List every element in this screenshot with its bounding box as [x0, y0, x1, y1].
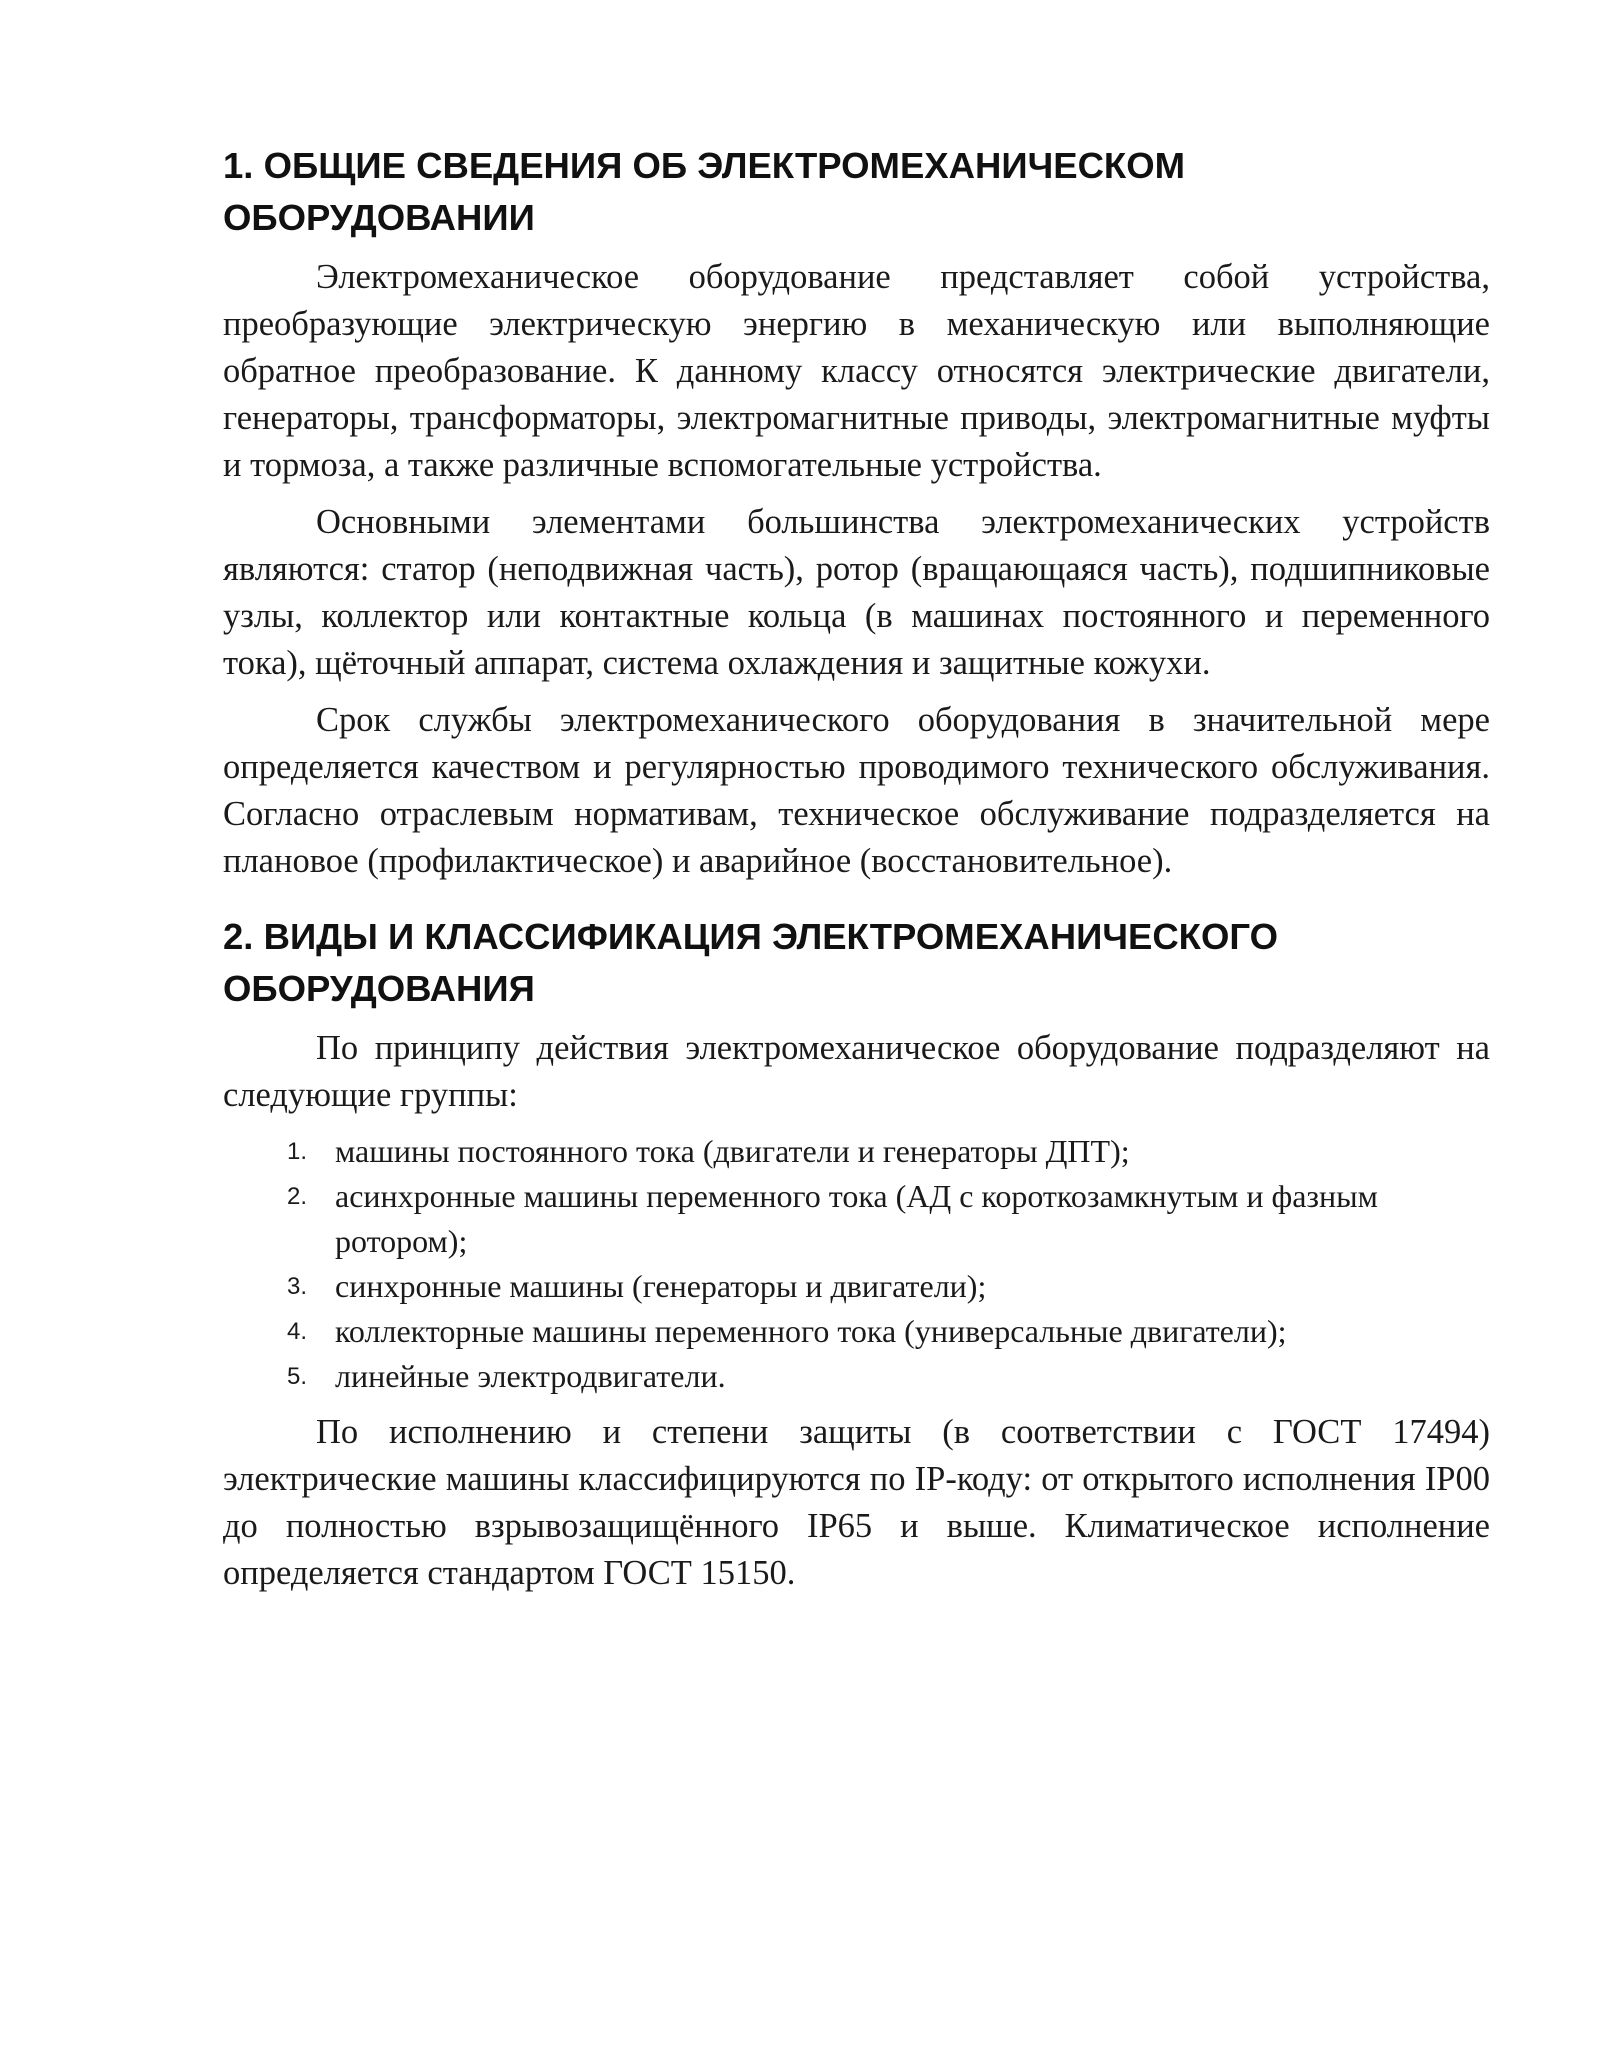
list-item-number: 1. [287, 1138, 308, 1165]
section-2-heading: 2. ВИДЫ И КЛАССИФИКАЦИЯ ЭЛЕКТРОМЕХАНИЧЕСКОГО ОБОРУДОВАНИЯ [223, 916, 1278, 1009]
list-item [223, 1309, 1490, 1354]
section-1-paragraph-2: Основными элементами большинства электромеханических устройств являются: статор (неподвижная часть), ротор (вращающаяся часть), подшипниковые узлы, коллектор или контактные кольца (в машинах постоянного и переменного тока), щёточный аппарат, система охлаждения и защитные кожухи. [223, 503, 1490, 682]
list-item-text: коллекторные машины переменного тока (универсальные двигатели); [335, 1313, 1287, 1349]
section-2-intro: По принципу действия электромеханическое оборудование подразделяют на следующие группы: [223, 1029, 1490, 1114]
list-item-number: 2. [287, 1183, 308, 1210]
list-item-text: асинхронные машины переменного тока (АД с короткозамкнутым и фазным ротором); [335, 1178, 1378, 1259]
section-1-paragraph-1: Электромеханическое оборудование представляет собой устройства, преобразующие электрическую энергию в механическую или выполняющие обратное преобразование. К данному классу относятся электрические двигатели, генераторы, трансформаторы, электромагнитные приводы, электромагнитные муфты и тормоза, а также различные вспомогательные устройства. [223, 258, 1490, 484]
list-item-number: 4. [287, 1318, 308, 1345]
list-item [223, 1129, 1490, 1174]
list-item-text: линейные электродвигатели. [335, 1358, 726, 1394]
list-item [223, 1264, 1490, 1309]
list-item [223, 1354, 1490, 1399]
section-2-closing-paragraph: По исполнению и степени защиты (в соответствии с ГОСТ 17494) электрические машины классифицируются по IP-коду: от открытого исполнения IP00 до полностью взрывозащищённого IP65 и выше. Климатическое исполнение определяется стандартом ГОСТ 15150. [223, 1413, 1490, 1592]
section-1-heading: 1. ОБЩИЕ СВЕДЕНИЯ ОБ ЭЛЕКТРОМЕХАНИЧЕСКОМ ОБОРУДОВАНИИ [223, 145, 1186, 238]
list-item-number: 3. [287, 1273, 308, 1300]
list-item-text: синхронные машины (генераторы и двигатели); [335, 1268, 987, 1304]
classification-list [223, 1129, 1490, 1399]
list-item-text: машины постоянного тока (двигатели и генераторы ДПТ); [335, 1133, 1130, 1169]
section-1-paragraph-3: Срок службы электромеханического оборудования в значительной мере определяется качеством и регулярностью проводимого технического обслуживания. Согласно отраслевым нормативам, техническое обслуживание подразделяется на плановое (профилактическое) и аварийное (восстановительное). [223, 701, 1490, 880]
list-item-number: 5. [287, 1363, 308, 1390]
list-item [223, 1174, 1490, 1264]
document-page [223, 140, 1490, 1607]
